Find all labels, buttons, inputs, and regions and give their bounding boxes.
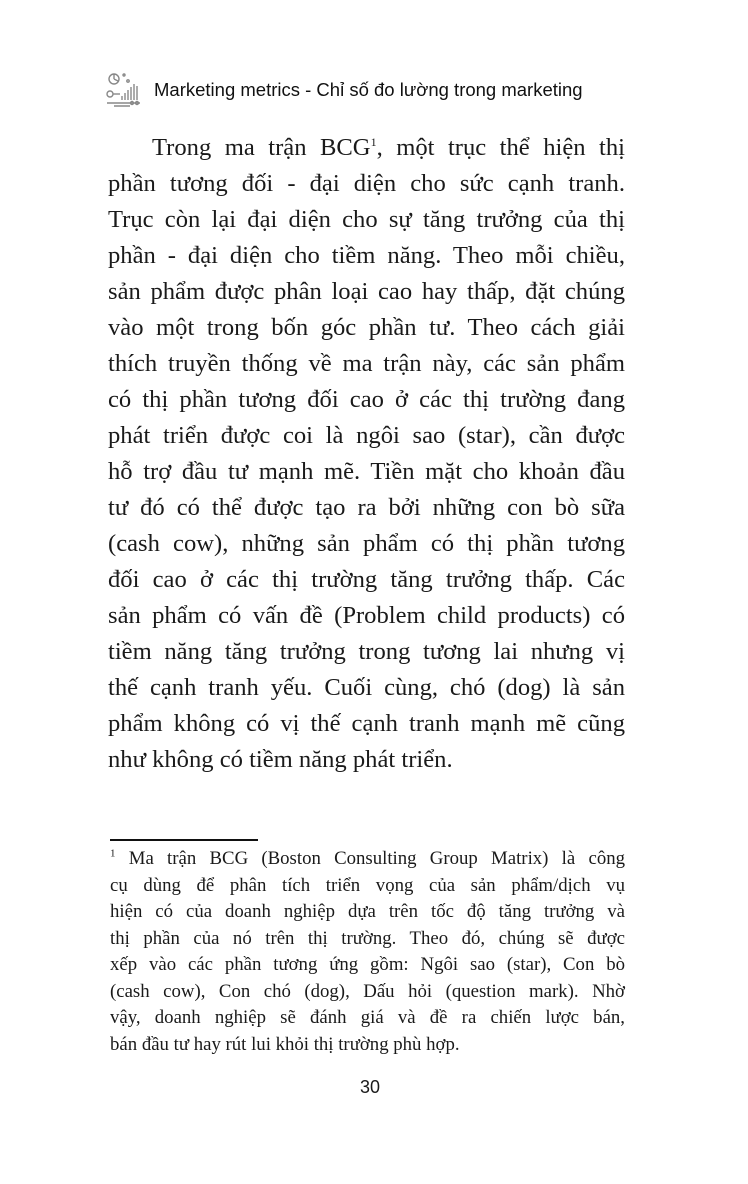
- body-line: phần - đại diện cho tiềm năng. Theo mỗi chiều,: [108, 242, 625, 269]
- body-text: [108, 130, 625, 778]
- footnote-line: cụ dùng để phân tích triển vọng của sản phẩm/dịch vụ: [110, 874, 625, 896]
- body-line: phát triển được coi là ngôi sao (star), cần được: [108, 422, 625, 449]
- body-line: tư đó có thể được tạo ra bởi những con bò sữa: [108, 494, 625, 521]
- header-title: Marketing metrics - Chỉ số đo lường trong marketing: [154, 79, 583, 100]
- footnote-divider: [110, 839, 258, 841]
- body-line: sản phẩm được phân loại cao hay thấp, đặt chúng: [108, 278, 625, 305]
- footnote-line: bán đầu tư hay rút lui khỏi thị trường phù hợp.: [110, 1033, 460, 1055]
- footnote-marker: 1: [110, 847, 116, 860]
- footnote-line: [110, 846, 625, 873]
- footnote-line: xếp vào các phần tương ứng gồm: Ngôi sao (star), Con bò: [110, 954, 625, 975]
- body-line: tiềm năng tăng trưởng trong tương lai nhưng vị: [108, 638, 625, 665]
- footnote-line: vậy, doanh nghiệp sẽ đánh giá và đề ra chiến lược bán,: [110, 1007, 625, 1028]
- body-line: phần tương đối - đại diện cho sức cạnh tranh.: [108, 170, 625, 197]
- body-line: như không có tiềm năng phát triển.: [108, 746, 453, 773]
- footnote-ref: 1: [370, 134, 377, 149]
- body-line: [108, 130, 625, 166]
- body-line: vào một trong bốn góc phần tư. Theo cách giải: [108, 314, 625, 341]
- body-line: (cash cow), những sản phẩm có thị phần tương: [108, 530, 625, 557]
- footnote-line: (cash cow), Con chó (dog), Dấu hỏi (question mark). Nhờ: [110, 980, 625, 1002]
- page-number: 30: [359, 1077, 381, 1097]
- body-line: sản phẩm có vấn đề (Problem child products) có: [108, 602, 625, 629]
- body-line: có thị phần tương đối cao ở các thị trường đang: [108, 386, 625, 413]
- body-line: phẩm không có vị thế cạnh tranh mạnh mẽ cũng: [108, 710, 625, 737]
- footnote-line: hiện có của doanh nghiệp dựa trên tốc độ tăng trưởng và: [110, 901, 625, 922]
- body-text-segment: , một trục thể hiện thị: [376, 134, 625, 161]
- body-line: hỗ trợ đầu tư mạnh mẽ. Tiền mặt cho khoản đầu: [108, 458, 625, 485]
- footnote-line: thị phần của nó trên thị trường. Theo đó, chúng sẽ được: [110, 927, 625, 949]
- footnote: [110, 846, 625, 1058]
- body-line: đối cao ở các thị trường tăng trưởng thấp. Các: [108, 566, 625, 593]
- body-line: thích truyền thống về ma trận này, các sản phẩm: [108, 350, 625, 377]
- marketing-chart-icon: [104, 72, 150, 108]
- body-line: Trục còn lại đại diện cho sự tăng trưởng của thị: [108, 206, 625, 233]
- footnote-text-segment: Ma trận BCG (Boston Consulting Group Matrix) là công: [128, 848, 625, 869]
- body-line: thế cạnh tranh yếu. Cuối cùng, chó (dog) là sản: [108, 674, 625, 701]
- body-text-segment: Trong ma trận BCG: [152, 134, 371, 161]
- running-header: [104, 72, 583, 108]
